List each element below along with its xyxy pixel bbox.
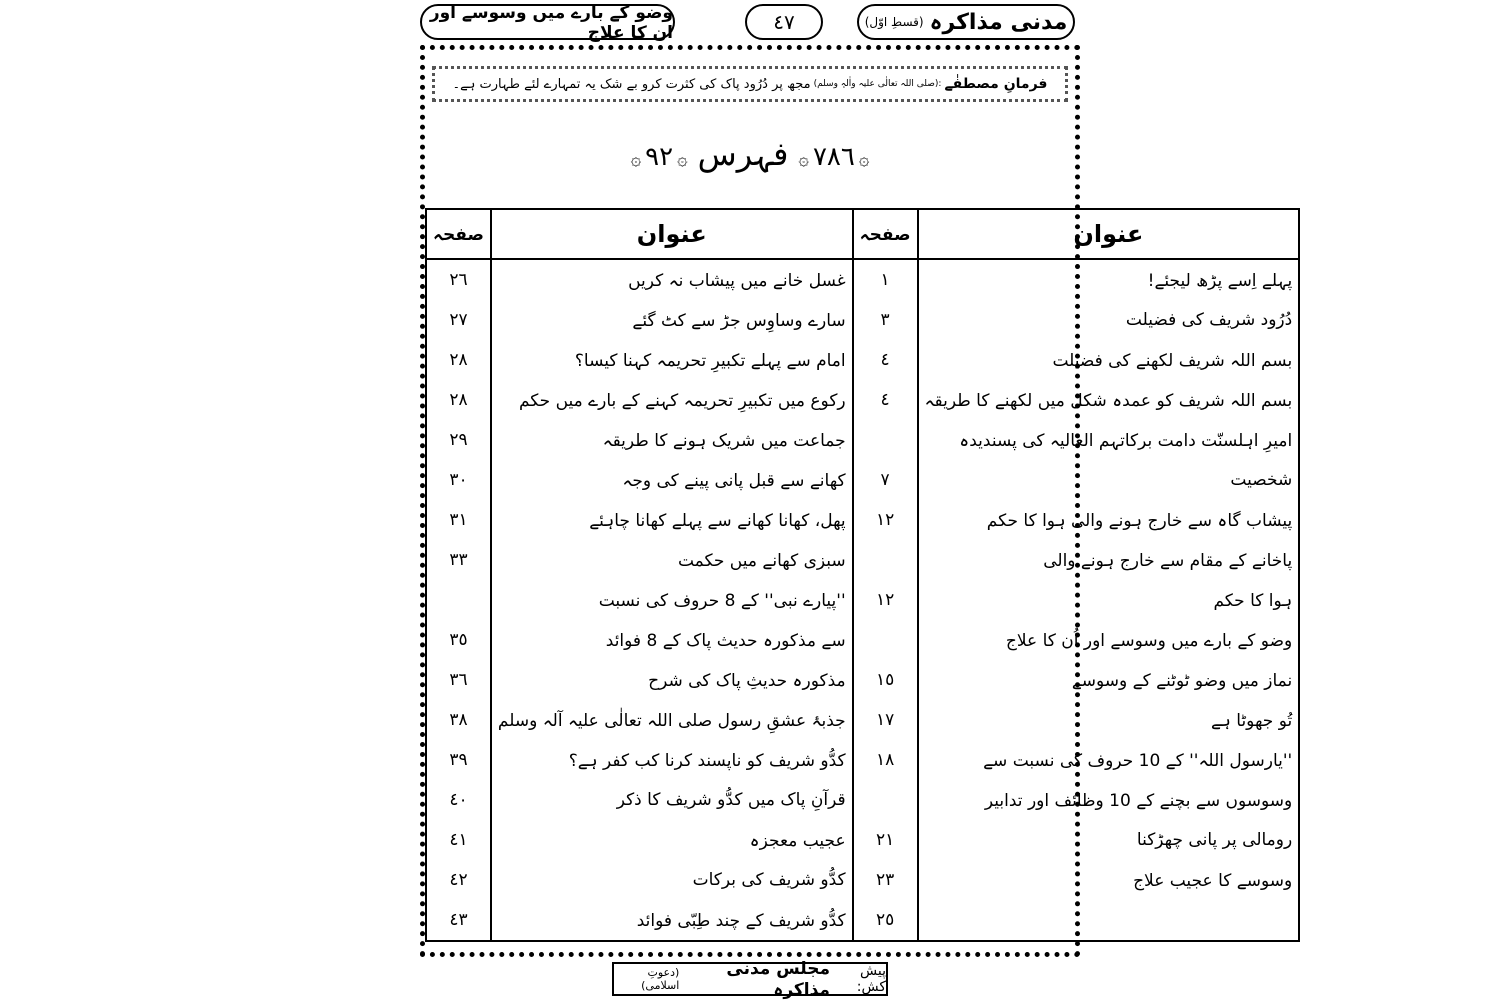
toc-topic: سے مذکورہ حدیث پاک کے 8 فوائد: [491, 620, 853, 660]
table-row: [426, 259, 1299, 300]
toc-page-number: ٤: [853, 340, 918, 380]
toc-page-number: [426, 580, 491, 620]
table-row: [426, 580, 1299, 620]
ornament-icon: ۞: [630, 149, 642, 170]
table-row: [426, 460, 1299, 500]
toc-page-number: ٣٦: [426, 660, 491, 700]
table-of-contents: [425, 208, 1300, 942]
toc-page-number: ١٧: [853, 700, 918, 740]
toc-topic: رومالی پر پانی چھڑکنا: [918, 820, 1300, 860]
column-header-page: صفحہ: [853, 209, 918, 259]
toc-topic: بسم اللہ شریف کو عمدہ شکل میں لکھنے کا طریقہ: [918, 380, 1300, 420]
toc-topic: سبزی کھانے میں حکمت: [491, 540, 853, 580]
hadith-quote: [432, 66, 1068, 102]
toc-page-number: ٣١: [426, 500, 491, 540]
book-title: مدنی مذاکرہ: [929, 9, 1068, 35]
table-row: [426, 420, 1299, 460]
quote-honorific: :(صلی اللہ تعالٰی علیہ واٰلہٖ وسلم): [813, 79, 942, 89]
book-subtitle: (قسطِ اوّل): [864, 15, 924, 29]
toc-page-number: ٢٩: [426, 420, 491, 460]
toc-page-number: ٤١: [426, 820, 491, 860]
quote-label: فرمانِ مصطفٰے: [944, 76, 1048, 92]
publisher-name: مجلس مدنی مذاکرہ: [726, 958, 830, 1000]
table-row: [426, 300, 1299, 340]
toc-page-number: ٢١: [853, 820, 918, 860]
toc-topic: جذبۂ عشقِ رسول صلی اللہ تعالٰی علیہ آلہ وسلم: [491, 700, 853, 740]
chapter-title: وضو کے بارے میں وسوسے اور ان کا علاج: [420, 4, 675, 40]
table-row: [426, 860, 1299, 900]
toc-topic: سارے وساوِس جڑ سے کٹ گئے: [491, 300, 853, 340]
toc-topic: امیرِ اہلسنّت دامت برکاتہم العالیہ کی پسندیدہ: [918, 420, 1300, 460]
toc-topic: وضو کے بارے میں وسوسے اور اُن کا علاج: [918, 620, 1300, 660]
column-header-page: صفحہ: [426, 209, 491, 259]
table-row: [426, 780, 1299, 820]
toc-page-number: ١٢: [853, 580, 918, 620]
toc-page-number: ٢٨: [426, 380, 491, 420]
book-title-box: [857, 4, 1075, 40]
toc-page-number: ٣٣: [426, 540, 491, 580]
toc-page-number: [853, 620, 918, 660]
publisher-box: [612, 958, 888, 1000]
toc-page-number: [853, 780, 918, 820]
toc-page-number: ٤٢: [426, 860, 491, 900]
column-header-topic: عنوان: [918, 209, 1300, 259]
table-row: [426, 500, 1299, 540]
ornament-icon: ۞: [798, 149, 809, 170]
toc-page-number: ١٢: [853, 500, 918, 540]
toc-page-number: ٧: [853, 460, 918, 500]
toc-page-number: ١٥: [853, 660, 918, 700]
toc-topic: کھانے سے قبل پانی پینے کی وجہ: [491, 460, 853, 500]
table-row: [426, 540, 1299, 580]
toc-topic: کدُّو شریف کے چند طِبّی فوائد: [491, 900, 853, 941]
toc-page-number: ٣٨: [426, 700, 491, 740]
toc-topic: شخصیت: [918, 460, 1300, 500]
toc-topic: ''پیارے نبی'' کے 8 حروف کی نسبت: [491, 580, 853, 620]
table-row: [426, 340, 1299, 380]
table-row: [426, 660, 1299, 700]
toc-topic: [918, 900, 1300, 941]
toc-topic: رکوع میں تکبیرِ تحریمہ کہنے کے بارے میں حکم: [491, 380, 853, 420]
ornament-icon: ۞: [677, 149, 688, 170]
ornament-icon: ۞: [858, 149, 870, 170]
toc-page-number: ١٨: [853, 740, 918, 780]
toc-page-number: ٢٧: [426, 300, 491, 340]
toc-topic: نماز میں وضو ٹوٹنے کے وسوسے: [918, 660, 1300, 700]
table-row: [426, 380, 1299, 420]
table-row: [426, 740, 1299, 780]
toc-page-number: ٣٠: [426, 460, 491, 500]
toc-page-number: ٣٥: [426, 620, 491, 660]
toc-page-number: ٢٨: [426, 340, 491, 380]
toc-topic: وسوسے کا عجیب علاج: [918, 860, 1300, 900]
table-header-row: [426, 209, 1299, 259]
toc-topic: دُرُود شریف کی فضیلت: [918, 300, 1300, 340]
toc-topic: غسل خانے میں پیشاب نہ کریں: [491, 259, 853, 300]
toc-topic: کدُّو شریف کو ناپسند کرنا کب کفر ہے؟: [491, 740, 853, 780]
toc-page-number: ٤٠: [426, 780, 491, 820]
publisher-org: (دعوتِ اسلامی): [641, 966, 680, 992]
toc-page-number: ٣٩: [426, 740, 491, 780]
page-number: ٤٧: [745, 4, 823, 40]
toc-topic: عجیب معجزہ: [491, 820, 853, 860]
toc-topic: کدُّو شریف کی برکات: [491, 860, 853, 900]
toc-page-number: ٣: [853, 300, 918, 340]
toc-topic: تُو جھوٹا ہے: [918, 700, 1300, 740]
toc-page-number: ٤٣: [426, 900, 491, 941]
index-heading: فہرس: [697, 135, 789, 173]
toc-page-number: [853, 540, 918, 580]
toc-topic: بسم اللہ شریف لکھنے کی فضیلت: [918, 340, 1300, 380]
toc-topic: پاخانے کے مقام سے خارج ہونے والی: [918, 540, 1300, 580]
toc-page-number: ٢٣: [853, 860, 918, 900]
table-row: [426, 820, 1299, 860]
quote-text: مجھ پر دُرُود پاک کی کثرت کرو بے شک یہ تمہارے لئے طہارت ہے۔: [452, 76, 811, 92]
toc-topic: قرآنِ پاک میں کدُّو شریف کا ذکر: [491, 780, 853, 820]
toc-page-number: ٢٦: [426, 259, 491, 300]
table-row: [426, 700, 1299, 740]
table-row: [426, 620, 1299, 660]
toc-topic: امام سے پہلے تکبیرِ تحریمہ کہنا کیسا؟: [491, 340, 853, 380]
toc-topic: جماعت میں شریک ہونے کا طریقہ: [491, 420, 853, 460]
toc-topic: پیشاب گاہ سے خارج ہونے والی ہوا کا حکم: [918, 500, 1300, 540]
toc-page-number: ٤: [853, 380, 918, 420]
toc-page-number: ٢٥: [853, 900, 918, 941]
index-title: [420, 135, 1080, 173]
toc-topic: پھل، کھانا کھانے سے پہلے کھانا چاہئے: [491, 500, 853, 540]
toc-topic: ہوا کا حکم: [918, 580, 1300, 620]
toc-topic: پہلے اِسے پڑھ لیجئے!: [918, 259, 1300, 300]
column-header-topic: عنوان: [491, 209, 853, 259]
table-row: [426, 900, 1299, 941]
title-number-786: ٧٨٦: [812, 142, 855, 172]
title-number-92: ٩٢: [645, 142, 674, 172]
toc-page-number: ١: [853, 259, 918, 300]
toc-topic: وسوسوں سے بچنے کے 10 وظائف اور تدابیر: [918, 780, 1300, 820]
toc-topic: ''یارسول اللہ'' کے 10 حروف کی نسبت سے: [918, 740, 1300, 780]
toc-page-number: [853, 420, 918, 460]
footer-prefix: پیش کش:: [856, 963, 886, 995]
toc-topic: مذکورہ حدیثِ پاک کی شرح: [491, 660, 853, 700]
